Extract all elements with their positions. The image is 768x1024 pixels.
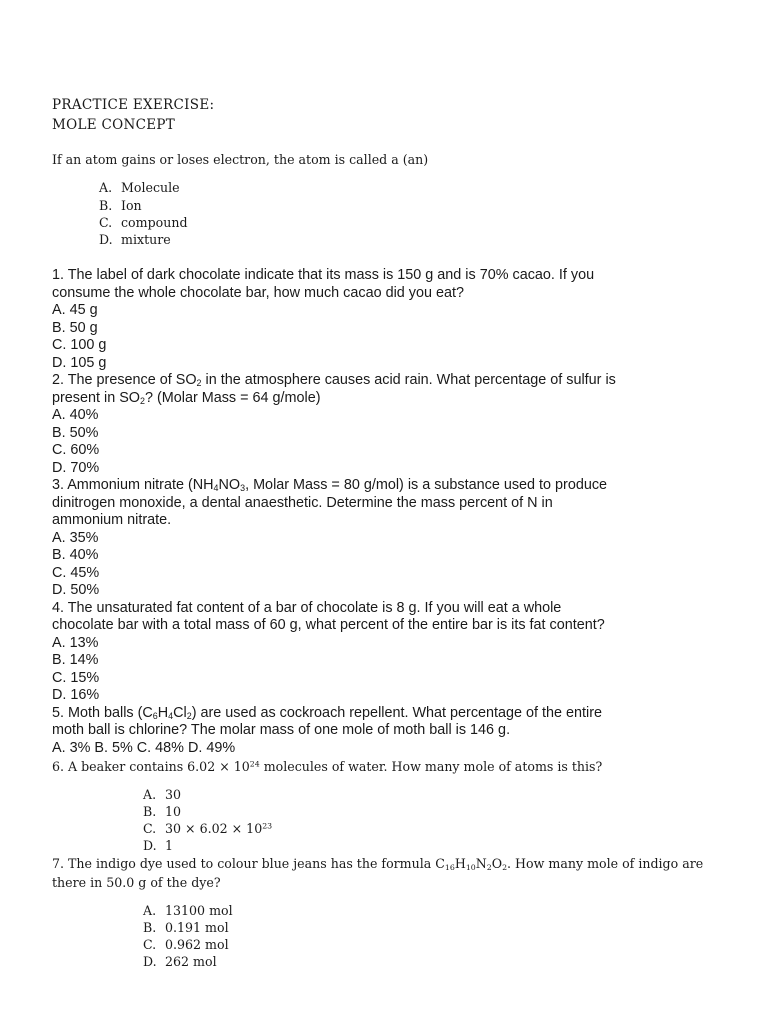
- q3-option-a: A. 35%: [52, 530, 99, 546]
- q4-option-a: A. 13%: [52, 635, 99, 651]
- q4-line-1: 4. The unsaturated fat content of a bar of chocolate is 8 g. If you will eat a whole: [52, 600, 562, 616]
- q3-line-1: 3. Ammonium nitrate ($NH_4NO_3$, Molar Mass = 80 g/mol) is a substance used to produce: [52, 477, 608, 494]
- q4-option-b: B. 14%: [52, 652, 99, 668]
- q4-option-c: C. 15%: [52, 670, 100, 686]
- header-line-1: PRACTICE EXERCISE:: [52, 97, 215, 113]
- q7-option-c: C. 0.962 mol: [143, 937, 229, 952]
- intro-option-a: A. Molecule: [99, 180, 180, 195]
- q7-option-a: A. 13100 mol: [143, 903, 233, 918]
- intro-option-b: B. Ion: [99, 198, 142, 213]
- q2-line-2: present in $SO_2$? (Molar Mass = 64 g/mole): [52, 390, 321, 407]
- q3-option-b: B. 40%: [52, 547, 99, 563]
- q1-line-1: 1. The label of dark chocolate indicate that its mass is 150 g and is 70% cacao. If you: [52, 267, 595, 283]
- q2-option-b: B. 50%: [52, 425, 99, 441]
- q7-line-1: 7. The indigo dye used to colour blue jeans has the formula $C_{16}H_{10}N_2O_2$. How many mole of indigo are: [52, 856, 704, 872]
- q7-option-d: D. 262 mol: [143, 954, 217, 969]
- q7-option-b: B. 0.191 mol: [143, 920, 229, 935]
- q1-line-2: consume the whole chocolate bar, how much cacao did you eat?: [52, 285, 464, 301]
- q1-option-a: A. 45 g: [52, 302, 98, 318]
- q7-line-2: there in 50.0 g of the dye?: [52, 875, 221, 890]
- q5-line-2: moth ball is chlorine? The molar mass of one mole of moth ball is 146 g.: [52, 722, 511, 738]
- q2-option-c: C. 60%: [52, 442, 100, 458]
- q3-line-2: dinitrogen monoxide, a dental anaesthetic. Determine the mass percent of N in: [52, 495, 553, 511]
- header-line-2: MOLE CONCEPT: [52, 117, 176, 133]
- intro-question: If an atom gains or loses electron, the atom is called a (an): [52, 152, 429, 167]
- q2-line-1: 2. The presence of $SO_2$ in the atmosphere causes acid rain. What percentage of sulfur is: [52, 372, 616, 389]
- q4-line-2: chocolate bar with a total mass of 60 g, what percent of the entire bar is its fat content?: [52, 617, 605, 633]
- q3-option-c: C. 45%: [52, 565, 100, 581]
- q3-option-d: D. 50%: [52, 582, 100, 598]
- q5-options: A. 3% B. 5% C. 48% D. 49%: [52, 740, 236, 756]
- q6-option-c: C. $30 \times 6.02 \times 10^{23}$: [143, 821, 273, 836]
- q1-option-c: C. 100 g: [52, 337, 107, 353]
- q6-line-1: 6. A beaker contains $6.02 \times 10^{24}$ molecules of water. How many mole of atoms is this?: [52, 759, 603, 774]
- intro-option-c: C. compound: [99, 215, 188, 230]
- q2-option-d: D. 70%: [52, 460, 100, 476]
- q1-option-b: B. 50 g: [52, 320, 98, 336]
- q3-line-3: ammonium nitrate.: [52, 512, 172, 528]
- q1-option-d: D. 105 g: [52, 355, 107, 371]
- q5-line-1: 5. Moth balls $(C_6H_4Cl_2)$ are used as cockroach repellent. What percentage of the entire: [52, 705, 603, 722]
- intro-option-d: D. mixture: [99, 232, 171, 247]
- q4-option-d: D. 16%: [52, 687, 100, 703]
- q6-option-d: D. 1: [143, 838, 174, 853]
- q2-option-a: A. 40%: [52, 407, 99, 423]
- q6-option-a: A. 30: [143, 787, 182, 802]
- q6-option-b: B. 10: [143, 804, 182, 819]
